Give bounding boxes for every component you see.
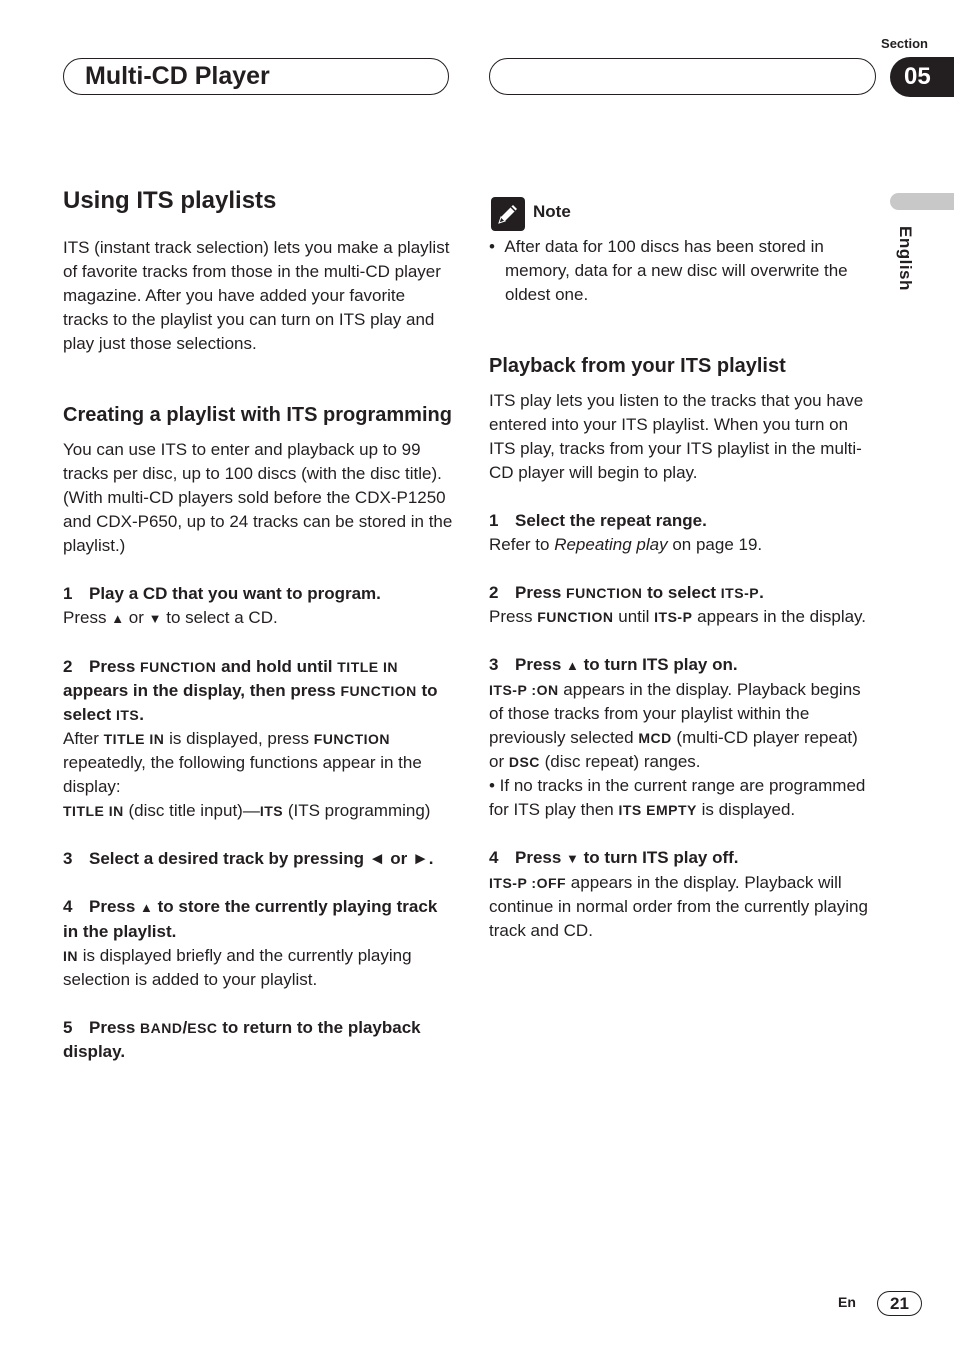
step-4-title: 4 Press ▼ to turn ITS play off. <box>489 848 739 867</box>
step-2-body: After TITLE IN is displayed, press FUNCTION repeatedly, the following functions appear in the display: TITLE IN (disc title input)—ITS (ITS programming) <box>63 729 431 820</box>
footer-language: En <box>838 1294 856 1310</box>
step-1-body: Refer to Repeating play on page 19. <box>489 535 763 554</box>
step-2-title: 2 Press FUNCTION and hold until TITLE IN appears in the display, then press FUNCTION to select ITS. <box>63 657 438 724</box>
down-arrow-icon: ▼ <box>566 851 579 866</box>
chapter-title: Multi-CD Player <box>85 62 270 90</box>
step-3-bullet: • If no tracks in the current range are programmed for ITS play then ITS EMPTY is displayed. <box>489 776 866 819</box>
step-4-body: ITS-P :OFF appears in the display. Playback will continue in normal order from the currently playing track and CD. <box>489 873 868 940</box>
step-3-title: 3 Select a desired track by pressing ◄ or ►. <box>63 849 434 868</box>
language-bar <box>890 193 954 210</box>
down-arrow-icon: ▼ <box>148 611 162 626</box>
step-1-title: 1 Select the repeat range. <box>489 511 707 530</box>
subsection-heading: Creating a playlist with ITS programming <box>63 404 452 426</box>
section-label: Section <box>881 36 928 51</box>
step-3-title: 3 Press ▲ to turn ITS play on. <box>489 655 738 674</box>
step-1-body: Press ▲ or ▼ to select a CD. <box>63 608 278 627</box>
up-arrow-icon: ▲ <box>111 611 125 626</box>
note-pencil-icon <box>491 197 525 231</box>
step-4-title: 4 Press ▲ to store the currently playing track in the playlist. <box>63 897 438 941</box>
left-column <box>63 186 455 1064</box>
note-title: Note <box>533 202 571 221</box>
header-blank-frame <box>489 58 876 95</box>
right-column <box>489 235 874 943</box>
intro-paragraph: ITS (instant track selection) lets you make a playlist of favorite tracks from those in the multi-CD player magazine. After you have added your favorite tracks to the playlist you can turn on ITS play and play just those selections. <box>63 238 450 353</box>
section-number: 05 <box>904 63 931 90</box>
section-heading: Using ITS playlists <box>63 187 277 214</box>
page-number: 21 <box>877 1291 922 1316</box>
step-5-title: 5 Press BAND/ESC to return to the playback display. <box>63 1018 421 1061</box>
step-2-body: Press FUNCTION until ITS-P appears in the display. <box>489 607 867 626</box>
step-1-title: 1 Play a CD that you want to program. <box>63 584 381 603</box>
subsection-intro: ITS play lets you listen to the tracks that you have entered into your ITS playlist. When you turn on ITS play, tracks from your ITS playlist in the multi-CD player will begin to play. <box>489 391 864 482</box>
subsection-intro: You can use ITS to enter and playback up to 99 tracks per disc, up to 100 discs (with the disc title). (With multi-CD players sold before the CDX-P1250 and CDX-P650, up to 24 tracks can be stored in the playlist.) <box>63 440 453 555</box>
up-arrow-icon: ▲ <box>140 900 153 915</box>
section-number-tab <box>890 57 954 97</box>
note-bullet: • After data for 100 discs has been stored in memory, data for a new disc will overwrite the oldest one. <box>489 237 848 304</box>
up-arrow-icon: ▲ <box>566 658 579 673</box>
language-tab: English <box>896 226 915 291</box>
step-3-body: ITS-P :ON appears in the display. Playback begins of those tracks from your playlist within the previously selected MCD (multi-CD player repeat) or DSC (disc repeat) ranges. <box>489 680 861 771</box>
step-4-body: IN is displayed briefly and the currently playing selection is added to your playlist. <box>63 946 412 989</box>
step-2-title: 2 Press FUNCTION to select ITS-P. <box>489 583 764 602</box>
subsection-heading: Playback from your ITS playlist <box>489 355 786 377</box>
